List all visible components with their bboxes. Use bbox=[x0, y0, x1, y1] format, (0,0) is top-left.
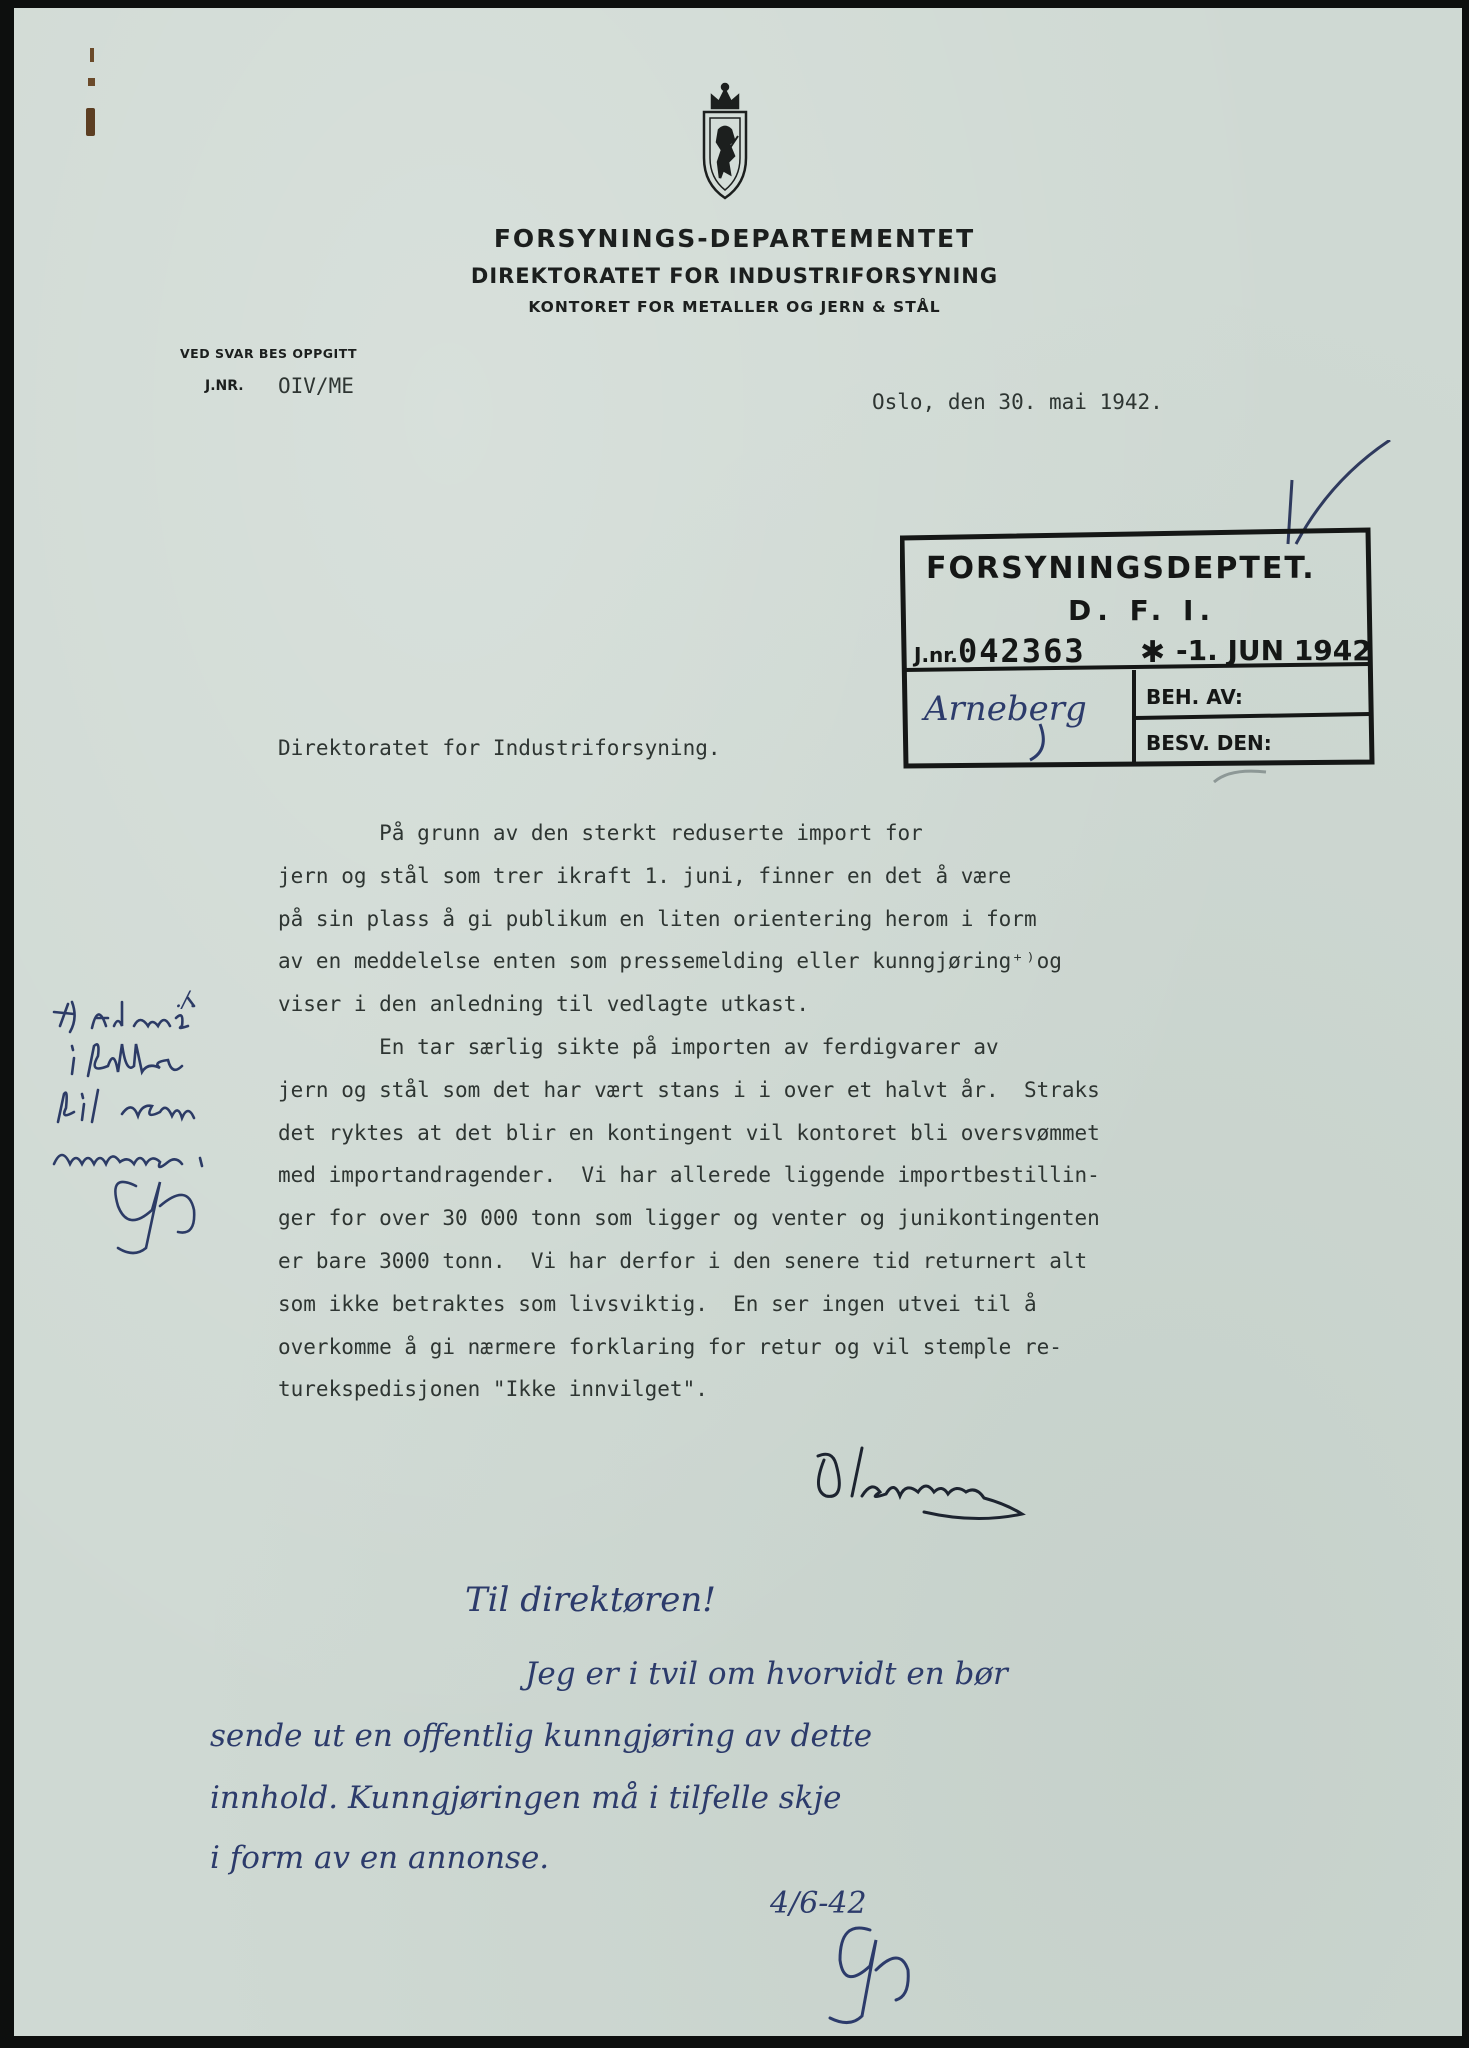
signature bbox=[806, 1440, 1030, 1540]
body-line: av en meddelelse enten som pressemelding eller kunngjøring⁺⁾og bbox=[278, 949, 1062, 974]
addressee: Direktoratet for Industriforsyning. bbox=[278, 736, 721, 760]
stamp-handwritten-name: Arneberg bbox=[924, 689, 1087, 729]
handwritten-initials bbox=[800, 1920, 940, 2030]
stamp-star: ✱ bbox=[1140, 635, 1166, 670]
body-line: turekspedisjonen "Ikke innvilget". bbox=[278, 1377, 708, 1402]
letterhead-office: KONTORET FOR METALLER OG JERN & STÅL bbox=[528, 298, 941, 316]
body-line: er bare 3000 tonn. Vi har derfor i den senere tid returnert alt bbox=[278, 1248, 1088, 1273]
stamp-dfi: D. F. I. bbox=[1068, 594, 1217, 627]
handwritten-note-line: sende ut en offentlig kunngjøring av dette bbox=[210, 1718, 873, 1754]
binder-hole-mark bbox=[78, 48, 108, 138]
journal-number-value: OIV/ME bbox=[278, 374, 354, 398]
body-line: overkomme å gi nærmere forklaring for retur og vil stemple re- bbox=[278, 1334, 1062, 1359]
letterhead-directorate: DIREKTORATET FOR INDUSTRIFORSYNING bbox=[470, 264, 999, 288]
ink-smudge bbox=[1210, 760, 1270, 790]
handwritten-salutation: Til direktøren! bbox=[465, 1580, 716, 1620]
body-line: jern og stål som trer ikraft 1. juni, finner en det å være bbox=[278, 863, 1012, 888]
body-line: som ikke betraktes som livsviktig. En ser ingen utvei til å bbox=[278, 1291, 1037, 1316]
handwritten-note-line: Jeg er i tvil om hvorvidt en bør bbox=[525, 1656, 1008, 1692]
stamp-jnr-number: 042363 bbox=[958, 632, 1086, 670]
handwritten-note-line: i form av en annonse. bbox=[210, 1840, 550, 1876]
body-line: det ryktes at det blir en kontingent vil kontoret bli oversvømmet bbox=[278, 1120, 1100, 1145]
stamp-jnr-label: J.nr. bbox=[914, 643, 958, 667]
stamp-answered-label: BESV. DEN: bbox=[1146, 731, 1272, 755]
body-line: på sin plass å gi publikum en liten orientering herom i form bbox=[278, 906, 1037, 931]
stamp-office-name: FORSYNINGSDEPTET. bbox=[926, 551, 1316, 586]
received-stamp bbox=[900, 514, 1380, 770]
norwegian-lion-crest-icon bbox=[690, 78, 760, 204]
handwritten-note-line: innhold. Kunngjøringen må i tilfelle skje bbox=[210, 1780, 842, 1816]
body-line: med importandragender. Vi har allerede liggende importbestillin- bbox=[278, 1163, 1100, 1188]
body-line: En tar særlig sikte på importen av ferdigvarer av bbox=[278, 1034, 999, 1059]
body-line: ger for over 30 000 tonn som ligger og venter og junikontingenten bbox=[278, 1206, 1100, 1231]
dateline: Oslo, den 30. mai 1942. bbox=[872, 390, 1163, 414]
letterhead-ministry: FORSYNINGS-DEPARTEMENTET bbox=[493, 224, 976, 253]
stamp-handled-by-label: BEH. AV: bbox=[1146, 685, 1243, 709]
journal-number-label: J.NR. bbox=[205, 378, 244, 394]
margin-reference-mark: ./. bbox=[175, 988, 197, 1013]
body-line: viser i den anledning til vedlagte utkast. bbox=[278, 992, 810, 1017]
body-line: jern og stål som det har vært stans i i over et halvt år. Straks bbox=[278, 1077, 1100, 1102]
margin-handwritten-note bbox=[48, 996, 268, 1266]
body-line: På grunn av den sterkt reduserte import for bbox=[278, 821, 923, 845]
handwritten-note-date: 4/6-42 bbox=[770, 1886, 867, 1921]
letter-body bbox=[278, 812, 1428, 1411]
reply-reference-note: VED SVAR BES OPPGITT bbox=[180, 346, 358, 361]
stamp-date: -1. JUN 1942 bbox=[1176, 634, 1372, 667]
